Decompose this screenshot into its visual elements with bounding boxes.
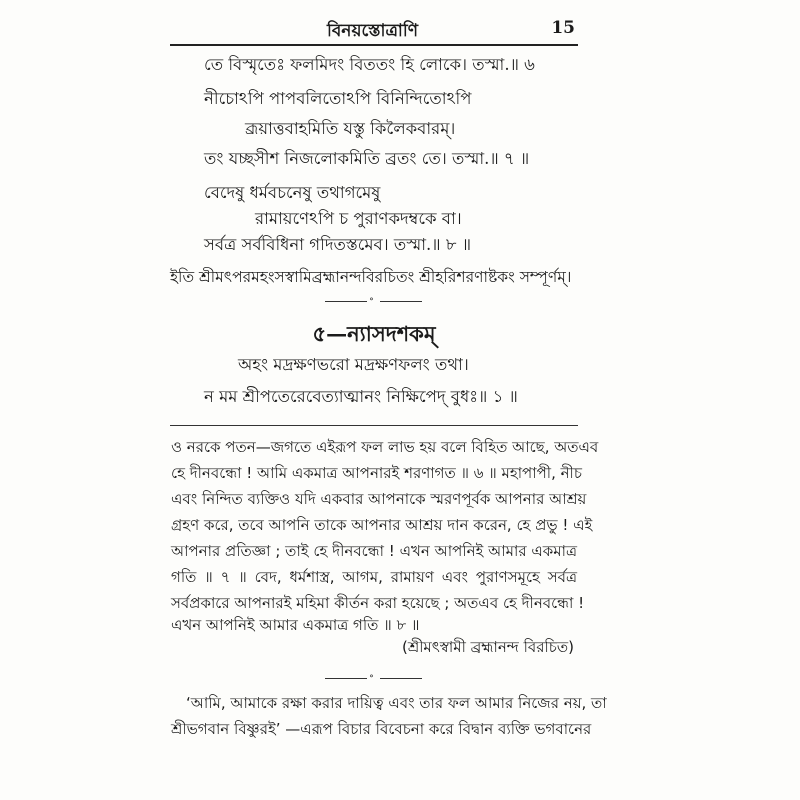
section-title: ৫—ন্যাসদশকম্: [312, 321, 436, 346]
verse-line: তং যচ্ছসীশ নিজলোকমিতি ব্রতং তে। তস্মা.॥ ৭ ॥: [204, 149, 530, 168]
translation-line: এবং নিন্দিত ব্যক্তিও যদি একবার আপনাকে স্মরণপূর্বক আপনার আশ্রয়: [171, 490, 587, 508]
verse-line: তে বিস্মৃতেঃ ফলমিদং বিততং হি লোকে। তস্মা.॥ ৬: [204, 55, 535, 74]
ornament-left-line: [325, 301, 367, 302]
running-header: [170, 16, 575, 46]
ornament-right-line: [380, 678, 422, 679]
translation-line: শ্রীভগবান বিষ্ণুরই’ —এরূপ বিচার বিবেচনা করে বিদ্বান ব্যক্তি ভগবানের: [171, 720, 592, 738]
ornament-dot: ∘: [369, 294, 374, 305]
translation-line: গ্রহণ করে, তবে আপনি তাকে আপনার আশ্রয় দান করেন, হে প্রভু ! এই: [171, 516, 593, 534]
header-title: বিনয়স্তোত্রাণি: [326, 21, 419, 41]
verse-line: ব্রূয়াত্তবাহমিতি যস্তু কিলৈকবারম্।: [245, 119, 456, 138]
translation-line: ‘আমি, আমাকে রক্ষা করার দায়িত্ব এবং তার ফল আমার নিজের নয়, তা: [186, 694, 607, 712]
section-verse-line: অহং মদ্রক্ষণভরো মদ্রক্ষণফলং তথা।: [238, 355, 469, 374]
page-number: 15: [551, 18, 575, 38]
verse-line: নীচোঽপি পাপবলিতোঽপি বিনিন্দিতোঽপি: [204, 89, 472, 108]
ornament-right-line: [380, 301, 422, 302]
translation-line: আপনার প্রতিজ্ঞা ; তাই হে দীনবন্ধো ! এখন আপনিই আমার একমাত্র: [171, 542, 577, 560]
attribution: (শ্রীমৎস্বামী ব্রহ্মানন্দ বিরচিত): [401, 638, 574, 656]
colophon: ইতি শ্রীমৎপরমহংসস্বামিব্রহ্মানন্দবিরচিতং শ্রীহরিশরণাষ্টকং সম্পূর্ণম্।: [170, 268, 572, 286]
header-rule: [170, 44, 578, 46]
footnote-rule: [170, 425, 578, 426]
translation-line: সর্বপ্রকারে আপনারই মহিমা কীর্তন করা হয়েছে ; অতএব হে দীনবন্ধো !: [171, 594, 585, 612]
ornament-left-line: [325, 678, 367, 679]
verse-line: রামায়ণেঽপি চ পুরাণকদম্বকে বা।: [255, 209, 462, 228]
translation-line: ও নরকে পতন—জগতে এইরূপ ফল লাভ হয় বলে বিহিত আছে, অতএব: [171, 438, 599, 456]
verse-line: সর্বত্র সর্ববিধিনা গদিতস্তমেব। তস্মা.॥ ৮ ॥: [204, 235, 472, 254]
translation-line: গতি ॥ ৭ ॥ বেদ, ধর্মশাস্ত্র, আগম, রামায়ণ এবং পুরাণসমূহে সর্বত্র: [171, 568, 577, 586]
ornament-dot: ∘: [369, 671, 374, 682]
translation-line: এখন আপনিই আমার একমাত্র গতি ॥ ৮ ॥: [171, 616, 420, 634]
translation-line: হে দীনবন্ধো ! আমি একমাত্র আপনারই শরণাগত ॥ ৬ ॥ মহাপাপী, নীচ: [171, 464, 582, 482]
verse-line: বেদেষু ধর্মবচনেষু তথাগমেষু: [204, 183, 381, 202]
section-verse-line: ন মম শ্রীপতেরেবেত্যাত্মানং নিক্ষিপেদ্ বুধঃ॥ ১ ॥: [204, 387, 518, 406]
